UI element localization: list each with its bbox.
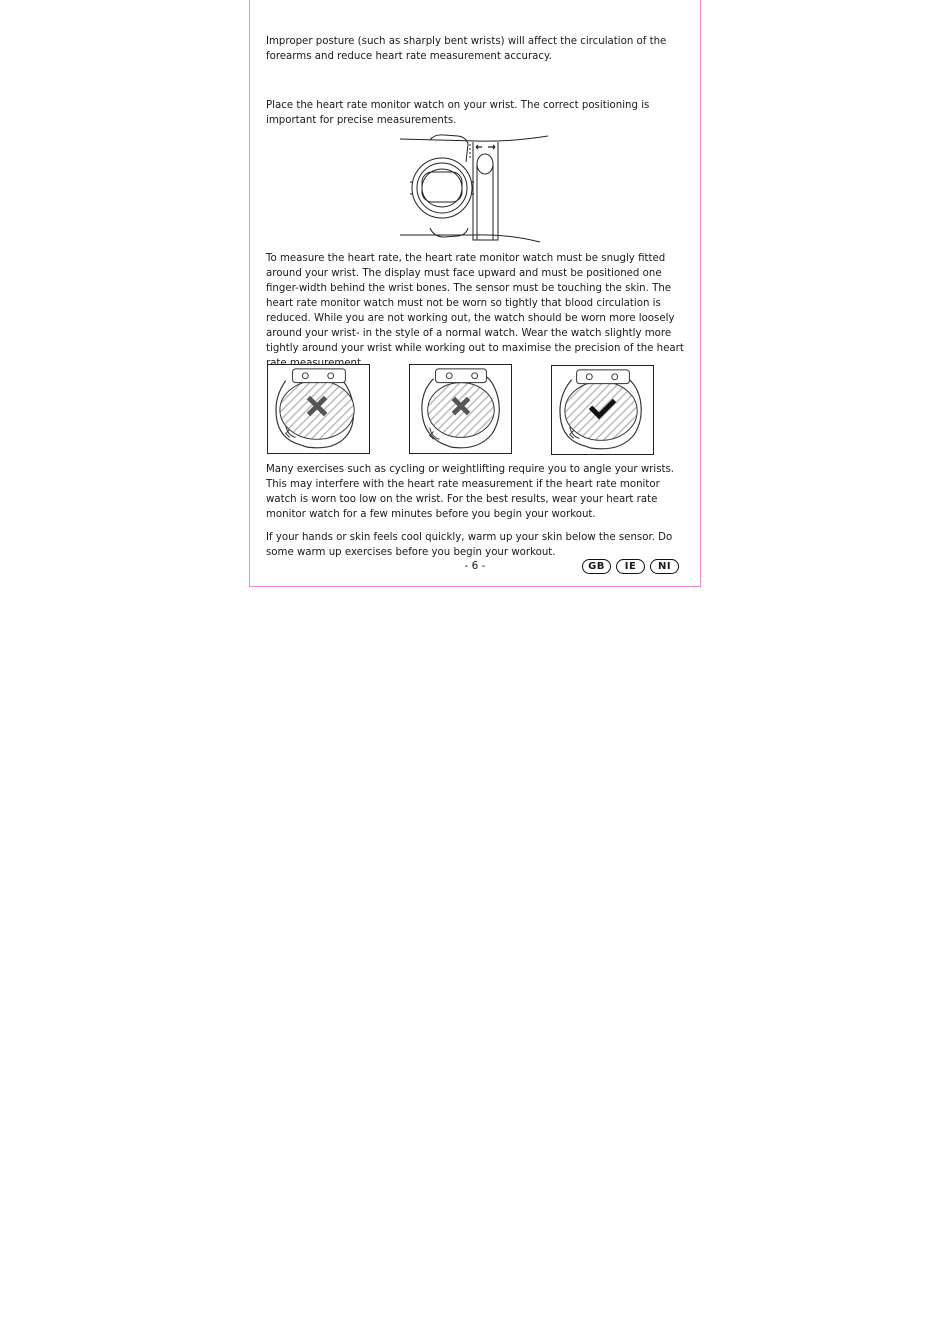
watch-position-illustration (398, 132, 552, 244)
exercises-paragraph: Many exercises such as cycling or weightlifting require you to angle your wrists. This may interfere with the heart rate measurement if the heart rate monitor watch is worn too low on the wrist. For the best results, wear your heart rate monitor watch for a few minutes before you begin your workout. (266, 464, 675, 520)
language-badge-ie: IE (616, 559, 645, 574)
fitting-paragraph: To measure the heart rate, the heart rate monitor watch must be snugly fitted around your wrist. The display must face upward and must be positioned one finger-width behind the wrist bones. The sensor must be touching the skin. The heart rate monitor watch must not be worn so tightly that blood circulation is reduced. While you are not working out, the watch should be worn more loosely around your wrist- in the style of a normal watch. Wear the watch slightly more tightly around your wrist while working out to maximise the precision of the heart (266, 253, 684, 354)
posture-paragraph: Improper posture (such as sharply bent wrists) will affect the circulation of the forearms and reduce heart rate measurement accuracy. (266, 36, 667, 62)
language-badge-ni: NI (650, 559, 679, 574)
fit-example-incorrect-2 (409, 364, 512, 454)
language-badges (582, 559, 679, 574)
cold-hands-paragraph: If your hands or skin feels cool quickly, warm up your skin below the sensor. Do some warm up exercises before you begin your workout. (266, 532, 673, 558)
fit-example-incorrect-1 (267, 364, 370, 454)
fit-example-correct (551, 365, 654, 455)
language-badge-gb: GB (582, 559, 611, 574)
placement-paragraph: Place the heart rate monitor watch on your wrist. The correct positioning is important for precise measurements. (266, 100, 650, 126)
page-number: - 6 - (464, 560, 486, 572)
